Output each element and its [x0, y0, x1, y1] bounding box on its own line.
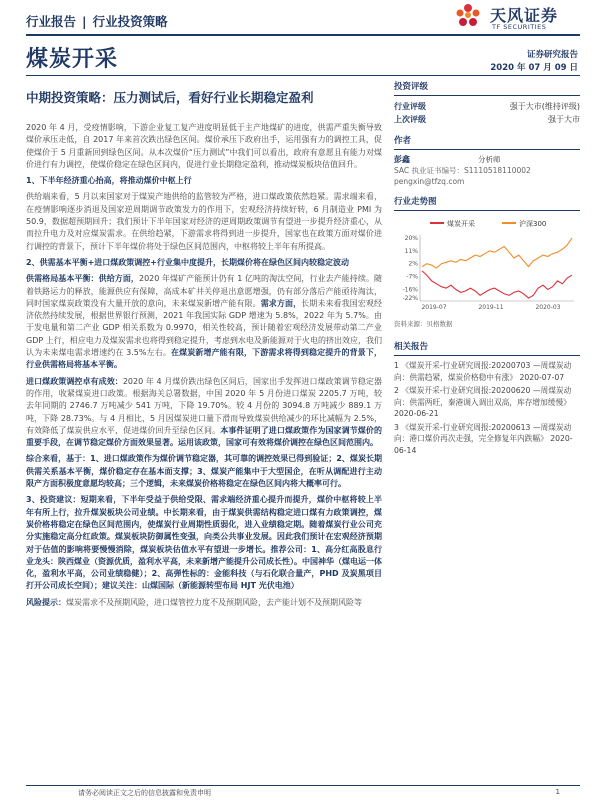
trend-chart: [394, 215, 580, 315]
category-separator: |: [82, 14, 87, 29]
related-reports: [394, 338, 580, 456]
analyst-title: 作者: [394, 132, 580, 150]
header-divider: [26, 34, 580, 36]
summary-paragraph: [26, 453, 382, 490]
investment-paragraph: [26, 494, 382, 592]
related-report-item[interactable]: 3 《煤炭开采-行业研究周报:20200613 —周煤炭动向：港口煤价再次走强，完全修复年内跌幅》 2020-06-14: [394, 422, 573, 455]
analyst-block: [394, 132, 580, 187]
y-tick-label: -22%: [402, 295, 418, 303]
intro-paragraph: 2020 年 4 月，受疫情影响，下游企业复工复产进度明显低于主产地煤矿的进度，供需严重失衡导致煤价承压走低，自 2017 年来首次跌出绿色区间。煤价承压下政府出手，运用强有力的调控工具，促使煤价于 5 月重新回到绿色区间。从本次煤价“压力测试”中我们可以看出，政府有意愿且有能力对煤价进行有力调控，使煤价稳定在绿色区间内，促进行业长期稳定盈利，推动煤炭板块估值回升。: [26, 123, 382, 169]
y-tick-label: 2%: [408, 260, 418, 268]
related-report-item[interactable]: 2 《煤炭开采-行业研究周报:20200620 —周煤炭动向：供需两旺，秦港调入调出双高，库存增加缓慢》 2020-06-21: [394, 386, 572, 418]
y-tick-label: 11%: [404, 247, 418, 255]
analyst-role: 分析师: [478, 155, 501, 164]
import-policy-text: 2020 年 4 月煤价跌出绿色区间后，国家出手发挥进口煤政策调节稳定器的作用，收紧煤炭进口政策。根据海关总署数据，中国 2020 年 5 月份进口煤炭 2205.7 万吨，较去年同期的 2746.7 万吨减少 541 万吨，下降 19.70%。较 4 月份的 3094.8 万吨减少 889.1 万吨，下降 28.73%。与 4 月相比，5 月因煤炭进口量下滑而导致煤炭供给减少的环比减幅为 2.5%，有效降低了煤炭供应水平，促进煤价回升至绿色区间。: [26, 376, 383, 435]
trend-chart-block: [394, 193, 580, 328]
subcategory-text: 行业投资策略: [92, 14, 168, 29]
analyst-cert: SAC 执业证书编号：S1110518110002: [394, 166, 531, 175]
report-type: 证券研究报告: [526, 50, 578, 60]
prev-rating-label: 上次评级: [394, 115, 426, 124]
logo-cn-text: 天风证券: [490, 6, 559, 25]
rating-value: 强于大市(维持评级): [509, 102, 580, 111]
summary-text: 综合来看，基于：1、进口煤政策作为煤价调节稳定器，其可靠的调控效果已得到验证；2、煤炭长期供需关系基本平衡，煤价稳定存在基本面支撑；3、煤炭产能集中于大型国企，在听从调配进行主动限产方面积极度意愿均较高；三个逻辑，未来煤炭价格将稳定在绿色区间内将大概率可行。: [26, 454, 382, 489]
logo-flower-icon: [452, 2, 484, 32]
legend-label: 沪深300: [519, 220, 547, 228]
balance-conclusion: 在煤炭新增产能有限，下游需求将得到稳定提升的背景下，行业供需格局将基本平衡。: [26, 348, 383, 370]
company-logo: [452, 2, 582, 34]
investment-text: 3、投资建议：短期来看，下半年受益于供给受限、需求端经济重心提升而提升，煤价中枢将较上半年有所上行，拉升煤炭板块公司业绩。中长期来看，由于煤炭供需结构稳定进口煤有力政策调控，煤炭价格将稳定在绿色区间范围内，使煤炭行业周期性质弱化，进入业绩稳定期。随着煤炭行业公司充分实施稳定高分红政策。煤炭板块防御属性变强，向类公共事业发展。因此我们预计在宏观经济预期对于估值的影响将要慢慢消除，煤炭板块估值水平有望进一步增长。推荐公司：1、高分红高股息行业龙头：陕西煤业（资源优质，盈利水平高，未来新增产能提升公司成长性）。中国神华（煤电运一体化，盈利水平高，公司业绩稳健）；2、高弹性标的：金能科技（与石化联合量产，PHD 及炭黑项目打开公司成长空间）；建议关注：山煤国际（新能源转型布局 HJT 光伏电池）: [26, 495, 382, 591]
legend-label: 煤炭开采: [447, 220, 475, 228]
balance-demand-text: 长期未来看我国宏观经济依然持续发展，根据世界银行预测，2021 年我国实际 GDP 增速为 5.8%，2022 年为 5.7%。由于发电量和第二产业 GDP 相关系数为 0.9970，相关性较高，预计随着宏观经济发展带动第二产业 GDP 上行，相应电力及煤炭需求也将得到稳定提升，考虑到水电及新能源对于火电的挤出效应，我们认为未来煤电需求增速约在 3.5%左右。: [26, 298, 383, 358]
rating-row: [394, 100, 580, 113]
sidebar: [394, 78, 580, 458]
balance-lead: 供需格局基本平衡：供给方面，: [26, 274, 139, 284]
related-report-item[interactable]: 1 《煤炭开采-行业研究周报:20200703 —周煤炭动向：供需趋紧，煤炭价格稳中有涨》 2020-07-07: [394, 361, 572, 382]
import-policy-conclusion: 本事件证明了进口煤政策作为国家调节煤价的重要手段，在调节稳定煤价方面效果显著。运用该政策，国家可有效将煤价调控在绿色区间范围内。: [26, 425, 382, 448]
y-tick-label: -16%: [402, 286, 418, 294]
balance-paragraph: [26, 273, 382, 371]
title-divider: [26, 75, 580, 76]
footer-disclaimer: 请务必阅读正文之后的信息披露和免责申明: [78, 789, 211, 797]
section-heading-2: 2、供需基本平衡+进口煤政策调控+行业集中度提升，长期煤价将在绿色区间内较稳定波动: [26, 257, 349, 267]
footer-divider: [26, 785, 580, 786]
x-tick-label: 2019-07: [421, 304, 447, 311]
prev-rating-value: 强于大市: [548, 115, 580, 124]
x-tick-label: 2020-03: [535, 304, 561, 311]
logo-en-text: TF SECURITIES: [492, 23, 547, 31]
rating-label: 行业评级: [394, 102, 426, 111]
supply-demand-paragraph: 供给端来看，5 月以来国家对于煤炭产地供给的监管较为严格，进口煤政策依然趋紧。需求端来看，在疫情影响逐步消退及国家逆周期调节政策发力的作用下，宏观经济持续好转，6 月制造业 PMI 为 50.9，数据超预期回升；我们预计下半年国家对经济的逆周期政策调节有望进一步提升经济重心，从而拉升电力及对应煤炭需求。在供给趋紧，下游需求将得到进一步提升，国家也在政策方面对煤价进行调控的背景下，预计下半年煤价将处于绿色区间范围内，中枢将较上半年有所提高。: [26, 192, 382, 251]
balance-supply-text: 2020 年煤矿产能预计仍有 1 亿吨的淘汰空间，行业去产能持续。随着铁路运力的释放，能源供应有保障，高成本矿井关停退出意愿增强，仍有部分落后产能亟待淘汰，同时国家煤炭政策没有大量开放的意向，未来煤炭新增产能有限。: [26, 274, 383, 308]
chart-title: 行业走势图: [394, 193, 580, 211]
report-category: [26, 12, 168, 30]
x-tick-label: 2019-11: [478, 304, 504, 311]
analyst-email[interactable]: pengxin@tfzq.com: [394, 177, 465, 186]
series-line-hs300: [422, 238, 572, 268]
analyst-name: 彭鑫: [394, 155, 410, 164]
risk-text: 煤炭需求不及预期风险，进口煤管控力度不及预期风险，去产能计划不及预期风险等: [66, 597, 362, 607]
balance-demand-lead: 需求方面，: [260, 298, 302, 308]
risk-paragraph: [26, 597, 382, 609]
y-tick-label: -7%: [406, 273, 418, 281]
section-heading-1: 1、下半年经济重心抬高，将推动煤价中枢上行: [26, 176, 192, 186]
page-title: 煤炭开采: [26, 47, 119, 72]
y-tick-label: 20%: [404, 234, 418, 242]
page-number: 1: [555, 788, 560, 796]
risk-lead: 风险提示：: [26, 597, 66, 607]
import-policy-paragraph: [26, 376, 382, 450]
related-title: 相关报告: [394, 338, 580, 356]
analyst-name-row: [394, 154, 580, 165]
rating-title: 投资评级: [394, 78, 580, 96]
series-line-coal: [422, 271, 572, 298]
report-date: 2020 年 07 月 09 日: [490, 63, 578, 73]
chart-source: 资料来源：贝格数据: [394, 320, 453, 328]
main-body: [26, 122, 382, 613]
prev-rating-row: [394, 113, 580, 126]
import-policy-lead: 进口煤政策调控卓有成效：: [26, 376, 123, 386]
report-headline: 中期投资策略：压力测试后，看好行业长期稳定盈利: [26, 90, 314, 105]
category-text: 行业报告: [26, 14, 77, 29]
